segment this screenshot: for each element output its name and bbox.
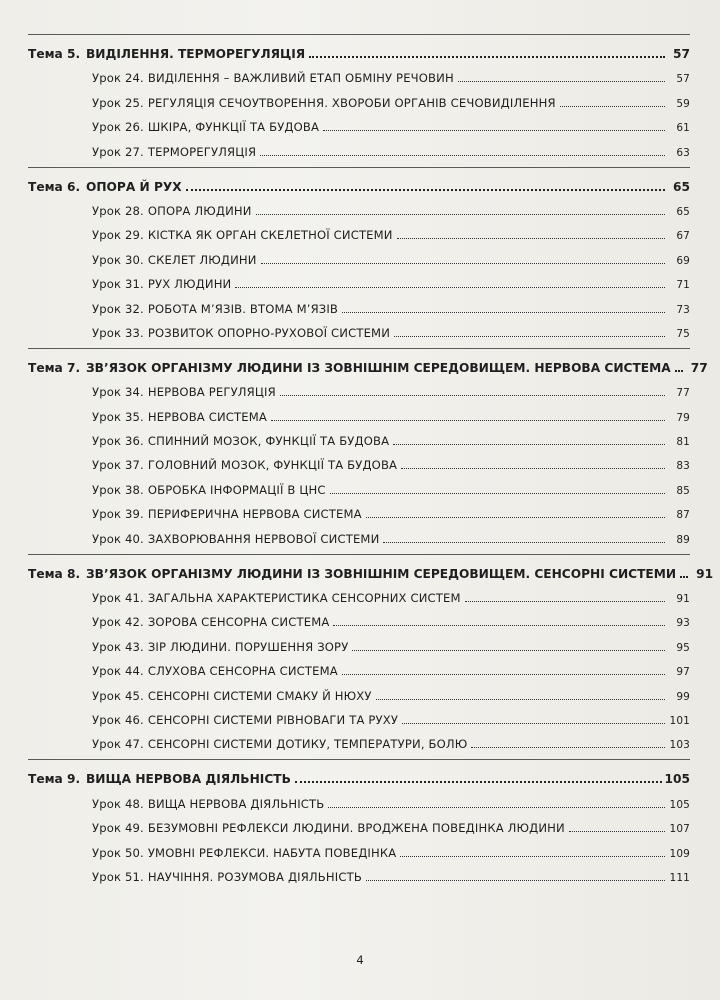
dot-leader	[400, 856, 665, 857]
lesson-entry	[28, 110, 690, 134]
lesson-page-number: 75	[676, 327, 690, 340]
section-divider	[28, 759, 690, 760]
lesson-title: ЗАХВОРЮВАННЯ НЕРВОВОЇ СИСТЕМИ	[147, 531, 380, 546]
topic-title: ВИДІЛЕННЯ. ТЕРМОРЕГУЛЯЦІЯ	[86, 47, 306, 61]
lesson-title: НЕРВОВА СИСТЕМА	[147, 409, 267, 424]
lesson-title: ВИЩА НЕРВОВА ДІЯЛЬНІСТЬ	[147, 796, 325, 811]
dot-leader	[328, 807, 665, 808]
lesson-entry	[28, 375, 690, 399]
dot-leader	[560, 106, 665, 107]
dot-leader	[394, 336, 665, 337]
lesson-title: НЕРВОВА РЕГУЛЯЦІЯ	[147, 385, 276, 400]
topic-page-number: 105	[664, 772, 690, 787]
lesson-title: РОЗВИТОК ОПОРНО-РУХОВОЇ СИСТЕМИ	[147, 325, 391, 340]
dot-leader	[235, 287, 665, 288]
lesson-entry	[28, 786, 690, 810]
dot-leader	[680, 576, 688, 578]
dot-leader	[458, 81, 665, 82]
lesson-page-number: 81	[676, 436, 690, 449]
dot-leader	[393, 444, 665, 445]
lesson-title: ЗІР ЛЮДИНИ. ПОРУШЕННЯ ЗОРУ	[147, 639, 349, 654]
lesson-entry	[28, 85, 690, 109]
dot-leader	[401, 468, 665, 469]
lesson-label: Урок 39.	[92, 507, 144, 522]
lesson-entry	[28, 194, 690, 218]
lesson-page-number: 87	[676, 509, 690, 522]
topic-entry	[28, 172, 690, 194]
lesson-title: ВИДІЛЕННЯ – ВАЖЛИВИЙ ЕТАП ОБМІНУ РЕЧОВИН	[147, 71, 454, 86]
lesson-page-number: 107	[669, 823, 690, 836]
lesson-label: Урок 41.	[92, 591, 144, 606]
dot-leader	[397, 238, 665, 239]
lesson-entry	[28, 291, 690, 315]
topic-entry	[28, 559, 714, 581]
lesson-label: Урок 28.	[92, 203, 144, 218]
lesson-page-number: 61	[676, 122, 690, 135]
lesson-entry	[28, 860, 690, 884]
topic-label: Тема 6.	[28, 179, 81, 194]
toc-section	[28, 759, 690, 884]
lesson-label: Урок 36.	[92, 434, 144, 449]
lesson-label: Урок 27.	[92, 144, 144, 159]
lesson-entry	[28, 267, 690, 291]
topic-label: Тема 5.	[28, 47, 81, 61]
section-divider	[28, 34, 690, 35]
lesson-page-number: 77	[676, 387, 690, 400]
lesson-entry	[28, 521, 690, 545]
dot-leader	[330, 493, 665, 494]
dot-leader	[366, 880, 665, 881]
topic-label: Тема 7.	[28, 360, 81, 375]
lesson-page-number: 67	[676, 230, 690, 243]
dot-leader	[342, 312, 665, 313]
lesson-title: СПИННИЙ МОЗОК, ФУНКЦІЇ ТА БУДОВА	[147, 434, 390, 449]
topic-label: Тема 8.	[28, 566, 81, 581]
dot-leader	[295, 781, 662, 783]
lesson-page-number: 69	[676, 254, 690, 267]
lesson-title: ЗАГАЛЬНА ХАРАКТЕРИСТИКА СЕНСОРНИХ СИСТЕМ	[147, 591, 461, 606]
lesson-entry	[28, 316, 690, 340]
dot-leader	[342, 674, 665, 675]
lesson-label: Урок 24.	[92, 71, 144, 86]
lesson-page-number: 63	[676, 146, 690, 159]
lesson-page-number: 103	[669, 739, 690, 752]
topic-title: ВИЩА НЕРВОВА ДІЯЛЬНІСТЬ	[86, 772, 291, 787]
lesson-page-number: 97	[676, 666, 690, 679]
lesson-title: РЕГУЛЯЦІЯ СЕЧОУТВОРЕННЯ. ХВОРОБИ ОРГАНІВ СЕЧОВИДІЛЕННЯ	[147, 95, 556, 110]
lesson-entry	[28, 581, 690, 605]
lesson-label: Урок 34.	[92, 385, 144, 400]
lesson-title: СЕНСОРНІ СИСТЕМИ СМАКУ Й НЮХУ	[147, 688, 372, 703]
lesson-title: НАУЧІННЯ. РОЗУМОВА ДІЯЛЬНІСТЬ	[147, 869, 362, 884]
lesson-entry	[28, 472, 690, 496]
table-of-contents	[28, 34, 714, 884]
lesson-page-number: 89	[676, 533, 690, 546]
lesson-label: Урок 32.	[92, 301, 144, 316]
lesson-entry	[28, 678, 690, 702]
lesson-label: Урок 31.	[92, 277, 144, 292]
lesson-entry	[28, 605, 690, 629]
dot-leader	[271, 420, 665, 421]
dot-leader	[569, 831, 665, 832]
topic-title: ЗВ’ЯЗОК ОРГАНІЗМУ ЛЮДИНИ ІЗ ЗОВНІШНІМ СЕРЕДОВИЩЕМ. СЕНСОРНІ СИСТЕМИ	[86, 566, 677, 581]
lesson-entry	[28, 497, 690, 521]
lesson-label: Урок 30.	[92, 252, 144, 267]
lesson-entry	[28, 654, 690, 678]
dot-leader	[260, 155, 665, 156]
lesson-label: Урок 48.	[92, 796, 144, 811]
section-divider	[28, 554, 690, 555]
lesson-label: Урок 43.	[92, 639, 144, 654]
lesson-entry	[28, 448, 690, 472]
dot-leader	[471, 747, 665, 748]
lesson-entry	[28, 629, 690, 653]
page-number: 4	[356, 953, 364, 967]
lesson-entry	[28, 835, 690, 859]
lesson-entry	[28, 242, 690, 266]
section-divider	[28, 348, 690, 349]
lesson-entry	[28, 703, 690, 727]
dot-leader	[376, 699, 665, 700]
lesson-label: Урок 51.	[92, 869, 144, 884]
lesson-page-number: 73	[676, 303, 690, 316]
lesson-title: СЕНСОРНІ СИСТЕМИ ДОТИКУ, ТЕМПЕРАТУРИ, БОЛЮ	[147, 737, 468, 752]
lesson-page-number: 99	[676, 690, 690, 703]
topic-page-number: 65	[673, 179, 690, 194]
lesson-label: Урок 42.	[92, 615, 144, 630]
dot-leader	[352, 650, 665, 651]
dot-leader	[261, 263, 665, 264]
topic-entry	[28, 764, 690, 786]
dot-leader	[402, 723, 665, 724]
lesson-title: ШКІРА, ФУНКЦІЇ ТА БУДОВА	[147, 120, 320, 135]
lesson-page-number: 109	[669, 847, 690, 860]
lesson-entry	[28, 134, 690, 158]
topic-entry	[28, 353, 708, 375]
dot-leader	[675, 370, 683, 372]
lesson-page-number: 57	[676, 73, 690, 86]
dot-leader	[323, 130, 665, 131]
lesson-label: Урок 35.	[92, 409, 144, 424]
dot-leader	[186, 189, 665, 191]
dot-leader	[280, 395, 665, 396]
topic-page-number: 91	[696, 566, 714, 581]
dot-leader	[383, 542, 665, 543]
lesson-title: РУХ ЛЮДИНИ	[147, 277, 232, 292]
lesson-title: ОПОРА ЛЮДИНИ	[147, 203, 252, 218]
lesson-label: Урок 44.	[92, 664, 144, 679]
section-divider	[28, 167, 690, 168]
lesson-title: БЕЗУМОВНІ РЕФЛЕКСИ ЛЮДИНИ. ВРОДЖЕНА ПОВЕДІНКА ЛЮДИНИ	[147, 821, 565, 836]
lesson-label: Урок 40.	[92, 531, 144, 546]
lesson-title: СКЕЛЕТ ЛЮДИНИ	[147, 252, 257, 267]
topic-title: ОПОРА Й РУХ	[86, 179, 182, 194]
lesson-title: УМОВНІ РЕФЛЕКСИ. НАБУТА ПОВЕДІНКА	[147, 845, 397, 860]
topic-entry	[28, 39, 690, 61]
dot-leader	[256, 214, 665, 215]
topic-page-number: 57	[673, 47, 690, 61]
lesson-page-number: 59	[676, 97, 690, 110]
lesson-page-number: 101	[669, 714, 690, 727]
lesson-title: СЕНСОРНІ СИСТЕМИ РІВНОВАГИ ТА РУХУ	[147, 712, 399, 727]
lesson-title: ЗОРОВА СЕНСОРНА СИСТЕМА	[147, 615, 330, 630]
lesson-page-number: 65	[676, 205, 690, 218]
lesson-label: Урок 49.	[92, 821, 144, 836]
lesson-title: КІСТКА ЯК ОРГАН СКЕЛЕТНОЇ СИСТЕМИ	[147, 228, 393, 243]
lesson-label: Урок 26.	[92, 120, 144, 135]
topic-title: ЗВ’ЯЗОК ОРГАНІЗМУ ЛЮДИНИ ІЗ ЗОВНІШНІМ СЕРЕДОВИЩЕМ. НЕРВОВА СИСТЕМА	[86, 360, 671, 375]
lesson-title: РОБОТА М’ЯЗІВ. ВТОМА М’ЯЗІВ	[147, 301, 339, 316]
dot-leader	[366, 517, 665, 518]
lesson-entry	[28, 424, 690, 448]
lesson-page-number: 83	[676, 460, 690, 473]
lesson-label: Урок 46.	[92, 712, 144, 727]
lesson-label: Урок 38.	[92, 482, 144, 497]
toc-section	[28, 167, 690, 340]
lesson-label: Урок 33.	[92, 325, 144, 340]
toc-section	[28, 34, 690, 159]
lesson-page-number: 91	[676, 593, 690, 606]
toc-section	[28, 554, 714, 752]
lesson-title: ОБРОБКА ІНФОРМАЦІЇ В ЦНС	[147, 482, 326, 497]
lesson-label: Урок 25.	[92, 95, 144, 110]
lesson-page-number: 105	[669, 798, 690, 811]
lesson-entry	[28, 811, 690, 835]
lesson-title: СЛУХОВА СЕНСОРНА СИСТЕМА	[147, 664, 338, 679]
lesson-label: Урок 29.	[92, 228, 144, 243]
toc-section	[28, 348, 708, 546]
dot-leader	[465, 601, 665, 602]
lesson-entry	[28, 399, 690, 423]
lesson-title: ГОЛОВНИЙ МОЗОК, ФУНКЦІЇ ТА БУДОВА	[147, 458, 398, 473]
lesson-label: Урок 37.	[92, 458, 144, 473]
lesson-entry	[28, 727, 690, 751]
lesson-page-number: 93	[676, 617, 690, 630]
dot-leader	[309, 56, 665, 58]
lesson-label: Урок 50.	[92, 845, 144, 860]
dot-leader	[333, 625, 665, 626]
lesson-title: ТЕРМОРЕГУЛЯЦІЯ	[147, 144, 257, 159]
lesson-page-number: 71	[676, 279, 690, 292]
lesson-page-number: 95	[676, 641, 690, 654]
lesson-entry	[28, 218, 690, 242]
lesson-page-number: 111	[669, 871, 690, 884]
topic-label: Тема 9.	[28, 772, 81, 787]
lesson-title: ПЕРИФЕРИЧНА НЕРВОВА СИСТЕМА	[147, 507, 362, 522]
lesson-entry	[28, 61, 690, 85]
lesson-page-number: 85	[676, 484, 690, 497]
lesson-page-number: 79	[676, 411, 690, 424]
topic-page-number: 77	[690, 360, 708, 375]
lesson-label: Урок 47.	[92, 737, 144, 752]
lesson-label: Урок 45.	[92, 688, 144, 703]
